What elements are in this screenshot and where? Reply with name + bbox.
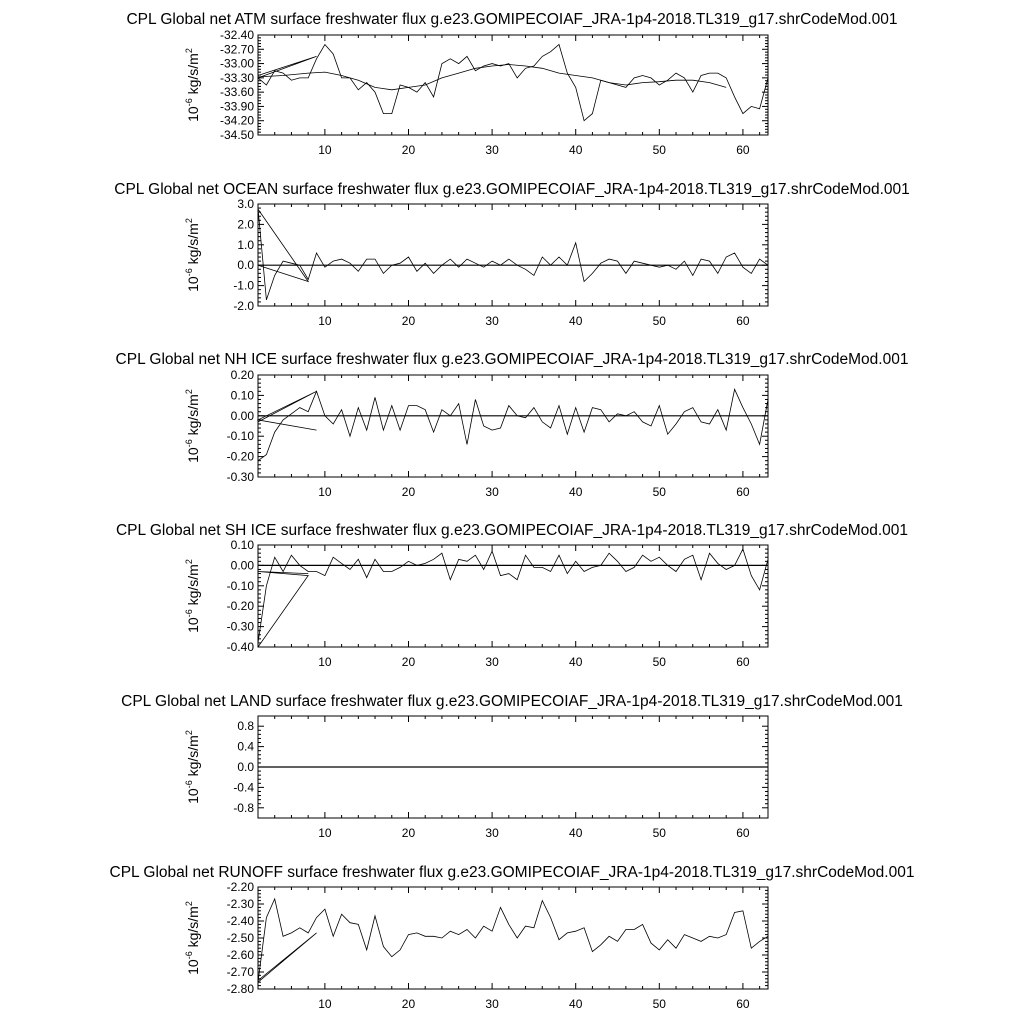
- x-tick-label: 60: [736, 314, 750, 328]
- plot-frame: [258, 545, 768, 647]
- x-tick-label: 60: [736, 655, 750, 669]
- y-axis-label: $10^{-6}$ $kg/s/m^2$: [184, 901, 201, 975]
- series-line-wrap: [258, 933, 317, 982]
- series-line-wrap: [258, 56, 317, 78]
- chart-title: CPL Global net OCEAN surface freshwater flux g.e23.GOMIPECOIAF_JRA-1p4-2018.TL319_g17.shrCodeMod.001: [114, 181, 910, 198]
- x-tick-label: 30: [485, 143, 499, 157]
- x-tick-label: 20: [401, 485, 416, 499]
- y-tick-label: 1.0: [237, 237, 254, 252]
- x-tick-label: 40: [569, 655, 583, 669]
- y-tick-label: -0.10: [226, 429, 254, 444]
- x-tick-label: 50: [652, 485, 666, 499]
- chart-title: CPL Global net SH ICE surface freshwater flux g.e23.GOMIPECOIAF_JRA-1p4-2018.TL319_g17.shrCodeMod.001: [115, 522, 909, 539]
- x-tick-label: 10: [318, 655, 332, 669]
- x-tick-label: 10: [318, 143, 332, 157]
- y-tick-label: -33.60: [219, 85, 254, 100]
- x-tick-label: 50: [652, 826, 666, 840]
- series-line-wrap: [258, 209, 308, 281]
- y-tick-label: -2.80: [226, 982, 254, 996]
- series-line-wrap: [258, 572, 308, 648]
- chart-panel-3: [116, 351, 909, 499]
- y-tick-label: -0.40: [226, 640, 254, 654]
- y-tick-label: 0.00: [230, 558, 254, 573]
- chart-panel-2: [114, 181, 910, 328]
- x-tick-label: 40: [569, 485, 583, 499]
- x-tick-label: 60: [736, 143, 750, 157]
- chart-title: CPL Global net LAND surface freshwater flux g.e23.GOMIPECOIAF_JRA-1p4-2018.TL319_g17.shrCodeMod.001: [121, 693, 903, 710]
- y-tick-label: 0.10: [230, 538, 254, 552]
- y-tick-label: -2.60: [226, 948, 254, 962]
- y-axis-label: $10^{-6}$ $kg/s/m^2$: [184, 48, 201, 122]
- y-tick-label: -0.30: [226, 470, 254, 484]
- series-line-x-trend: [258, 65, 726, 90]
- y-tick-label: -2.20: [226, 880, 254, 894]
- series-line-raw: [258, 899, 768, 982]
- x-tick-label: 20: [401, 655, 416, 669]
- x-tick-label: 30: [485, 997, 499, 1011]
- x-tick-label: 10: [318, 826, 332, 840]
- y-tick-label: -2.30: [226, 897, 254, 911]
- x-tick-label: 50: [652, 655, 666, 669]
- plot-frame: [258, 35, 768, 135]
- x-tick-label: 10: [318, 997, 332, 1011]
- chart-panel-1: [126, 11, 897, 157]
- x-tick-label: 20: [401, 997, 416, 1011]
- chart-panel-4: [116, 522, 908, 669]
- y-tick-label: -0.8: [233, 800, 254, 815]
- chart-title: CPL Global net RUNOFF surface freshwater flux g.e23.GOMIPECOIAF_JRA-1p4-2018.TL319_g17.shrCodeMod.001: [109, 864, 915, 881]
- y-tick-label: 0.8: [237, 719, 254, 734]
- chart-panel-5: [121, 693, 903, 840]
- x-tick-label: 50: [652, 997, 666, 1011]
- y-tick-label: -0.20: [226, 599, 254, 614]
- series-line-wrap: [258, 391, 317, 430]
- y-axis-label: $10^{-6}$ $kg/s/m^2$: [184, 389, 201, 463]
- y-tick-label: -34.20: [219, 113, 254, 128]
- series-line-raw: [258, 389, 768, 460]
- series-line-raw: [258, 549, 768, 643]
- x-tick-label: 30: [485, 485, 499, 499]
- x-tick-label: 60: [736, 997, 750, 1011]
- x-tick-label: 40: [569, 314, 583, 328]
- y-tick-label: -2.70: [226, 965, 254, 979]
- y-tick-label: -0.4: [233, 780, 254, 795]
- y-tick-label: 0.00: [230, 408, 254, 423]
- y-tick-label: -0.20: [226, 449, 254, 464]
- x-tick-label: 10: [318, 485, 332, 499]
- x-tick-label: 10: [318, 314, 332, 328]
- x-tick-label: 20: [401, 314, 416, 328]
- x-tick-label: 20: [401, 143, 416, 157]
- plot-frame: [258, 375, 768, 477]
- y-tick-label: -32.70: [219, 42, 254, 57]
- plot-frame: [258, 887, 768, 989]
- y-axis-label: $10^{-6}$ $kg/s/m^2$: [184, 730, 201, 804]
- y-tick-label: 0.20: [230, 368, 254, 382]
- y-tick-label: -33.90: [219, 99, 254, 114]
- series-line-raw: [258, 208, 768, 300]
- y-tick-label: -0.10: [226, 578, 254, 593]
- x-tick-label: 60: [736, 485, 750, 499]
- y-tick-label: -33.00: [219, 56, 254, 71]
- y-axis-label: $10^{-6}$ $kg/s/m^2$: [184, 218, 201, 292]
- x-tick-label: 20: [401, 826, 416, 840]
- y-axis-label: $10^{-6}$ $kg/s/m^2$: [184, 559, 201, 633]
- series-line-raw: [258, 45, 768, 121]
- y-tick-label: -2.0: [233, 299, 254, 313]
- y-tick-label: 3.0: [237, 197, 254, 211]
- y-tick-label: -32.40: [219, 28, 254, 42]
- x-tick-label: 40: [569, 997, 583, 1011]
- x-tick-label: 40: [569, 143, 583, 157]
- y-tick-label: 0.4: [237, 739, 254, 754]
- y-tick-label: 0.0: [237, 258, 254, 273]
- y-tick-label: 2.0: [237, 217, 254, 232]
- y-tick-label: -2.40: [226, 914, 254, 928]
- x-tick-label: 30: [485, 314, 499, 328]
- x-tick-label: 30: [485, 655, 499, 669]
- y-tick-label: -2.50: [226, 931, 254, 945]
- x-tick-label: 60: [736, 826, 750, 840]
- x-tick-label: 40: [569, 826, 583, 840]
- y-tick-label: 0.0: [237, 760, 254, 774]
- y-tick-label: -34.50: [219, 128, 254, 142]
- y-tick-label: 0.10: [230, 388, 254, 403]
- chart-title: CPL Global net NH ICE surface freshwater flux g.e23.GOMIPECOIAF_JRA-1p4-2018.TL319_g17.shrCodeMod.001: [115, 351, 909, 368]
- y-tick-label: -1.0: [233, 278, 254, 293]
- chart-panel-6: [110, 864, 915, 1011]
- x-tick-label: 50: [652, 143, 666, 157]
- chart-title: CPL Global net ATM surface freshwater flux g.e23.GOMIPECOIAF_JRA-1p4-2018.TL319_g17.shrCodeMod.001: [126, 11, 898, 28]
- y-tick-label: -0.30: [226, 619, 254, 634]
- plot-frame: [258, 204, 768, 306]
- x-tick-label: 30: [485, 826, 499, 840]
- x-tick-label: 50: [652, 314, 666, 328]
- y-tick-label: -33.30: [219, 70, 254, 85]
